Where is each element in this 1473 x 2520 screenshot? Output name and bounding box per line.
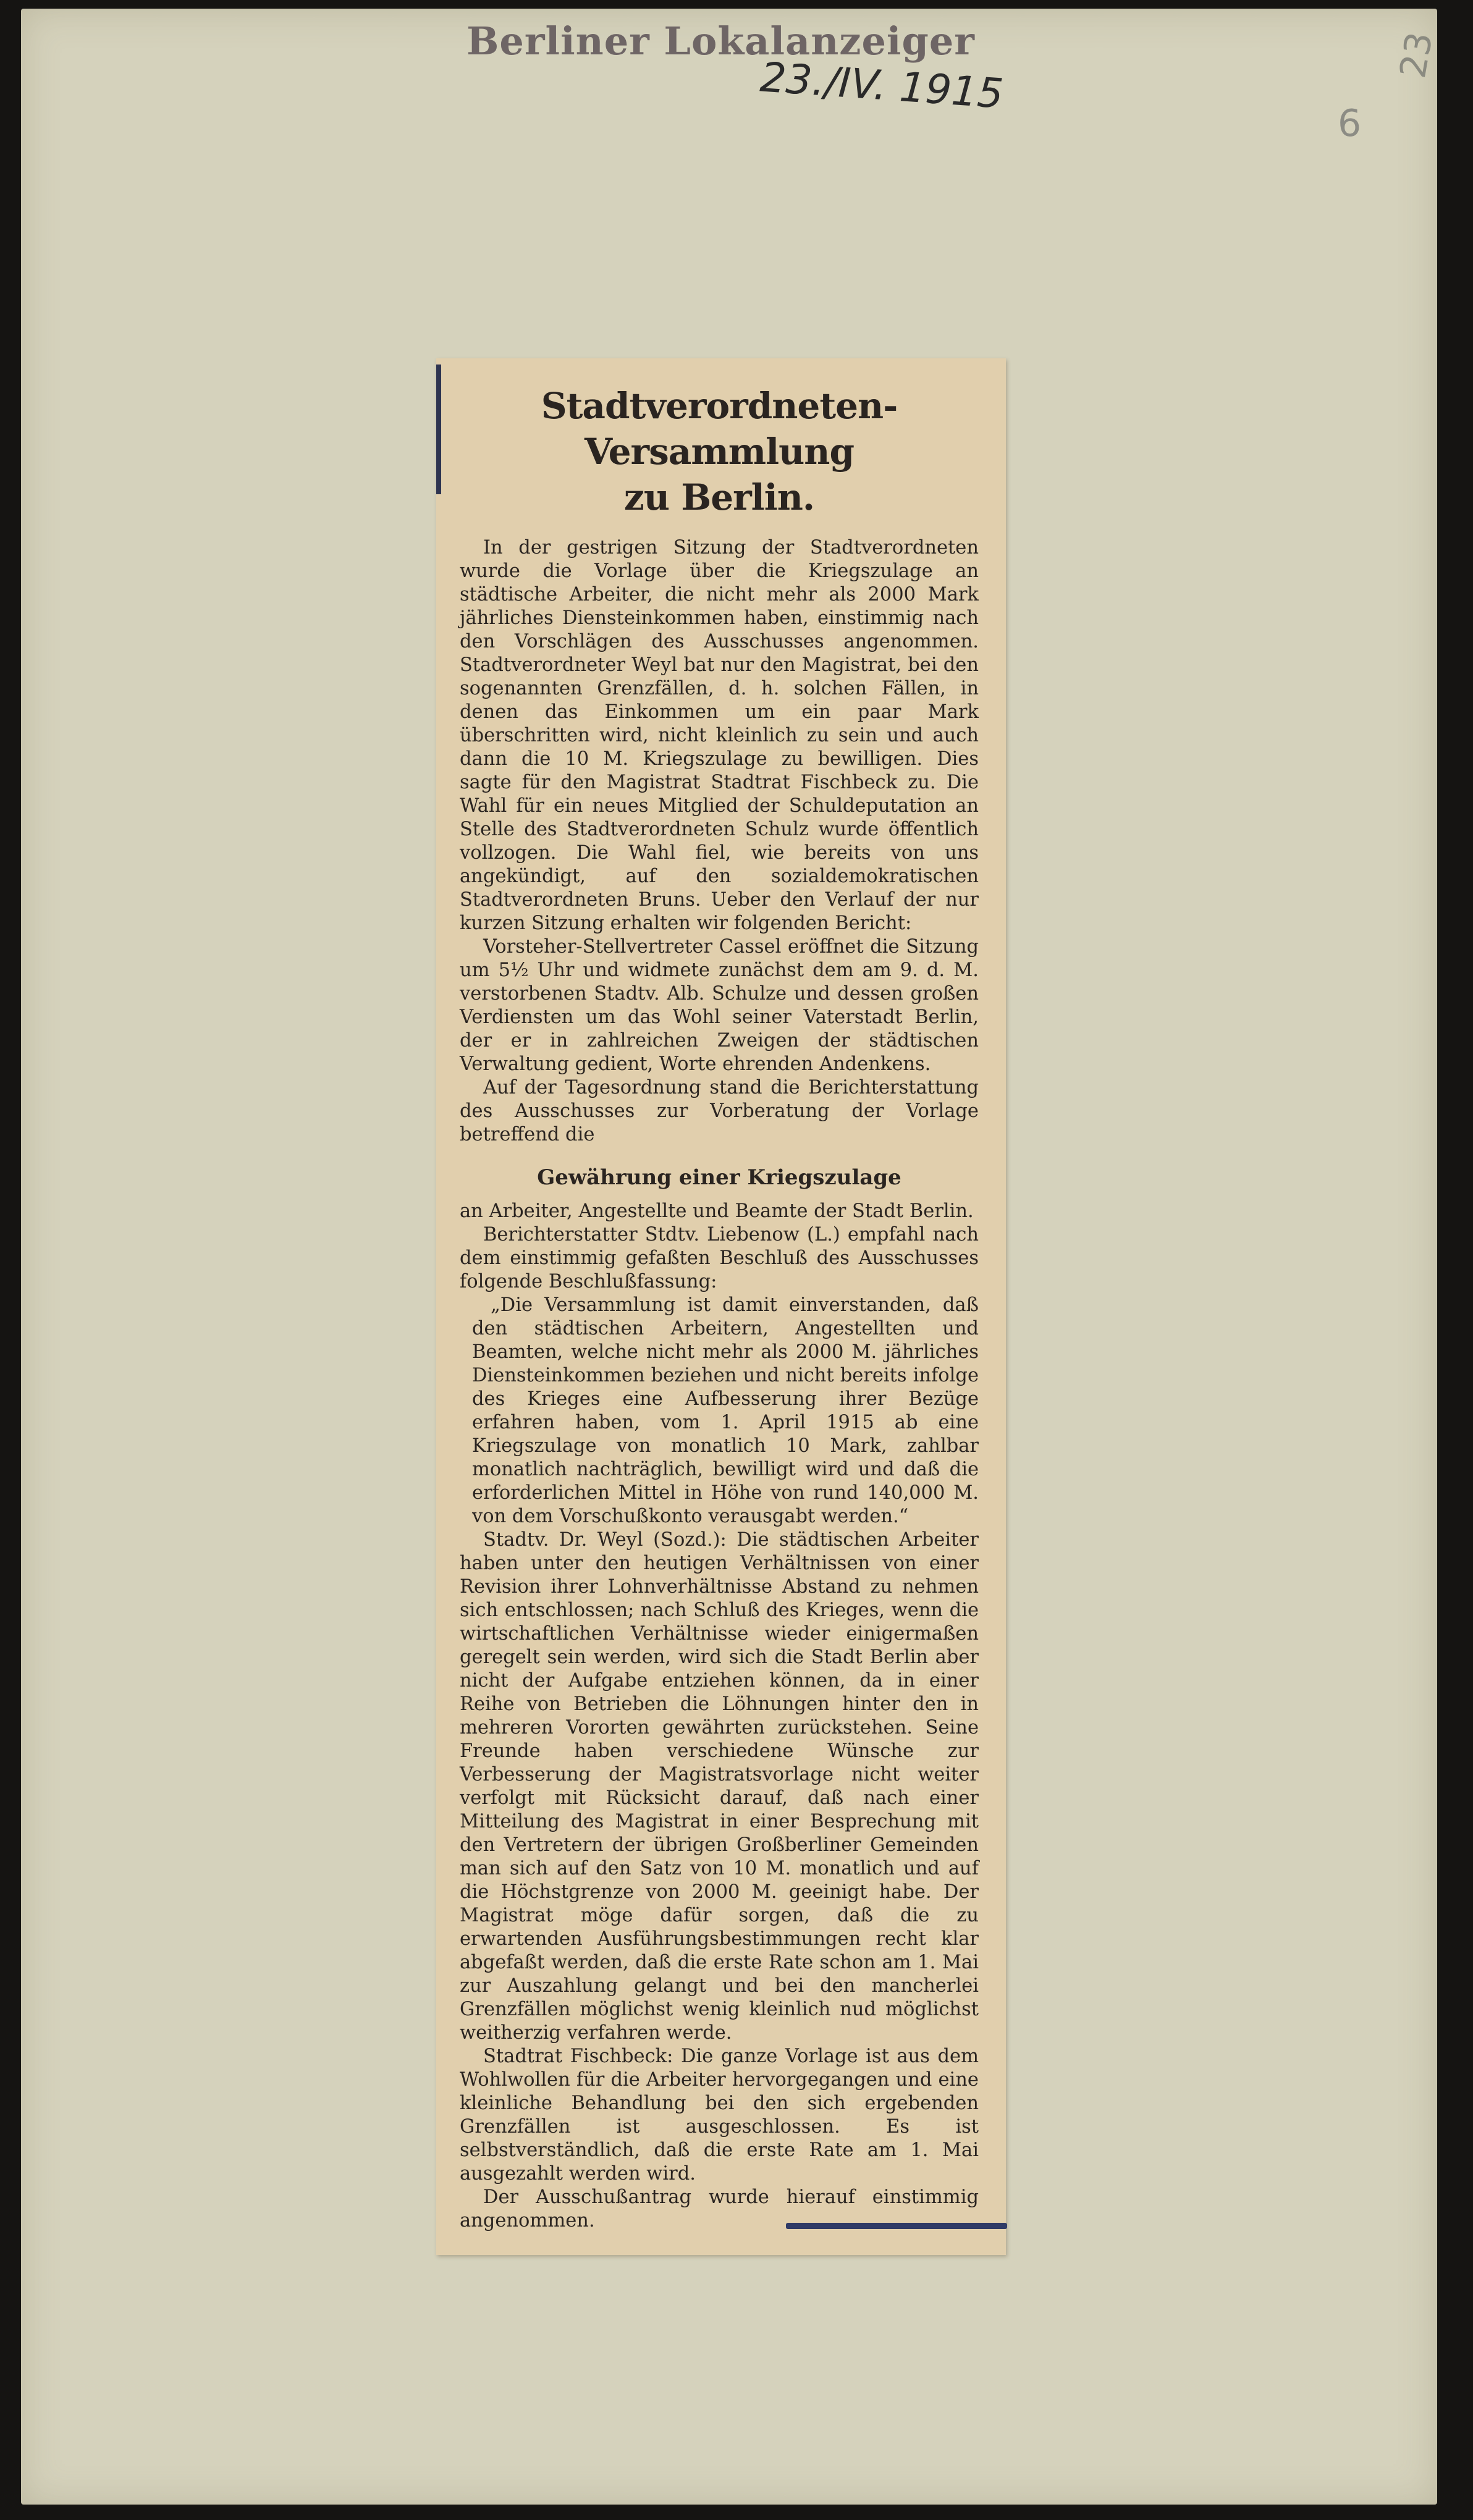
headline	[460, 383, 979, 520]
ink-edge-mark	[436, 365, 441, 494]
paragraph-fischbeck: Stadtrat Fischbeck: Die ganze Vorlage ist aus dem Wohlwollen für die Arbeiter hervorgegangen und eine kleinliche Behandlung bei den sich ergebenden Grenzfällen ist ausgeschlossen. Es ist selbstverständlich, daß die erste Rate am 1. Mai ausgezahlt werden wird.	[460, 2046, 979, 2185]
article-body	[460, 383, 979, 2233]
paragraph-weyl: Stadtv. Dr. Weyl (Sozd.): Die städtischen Arbeiter haben unter den heutigen Verhältnissen von einer Revision ihrer Lohnverhältnisse Abstand zu nehmen sich entschlossen; nach Schluß des Krieges, wenn die wirtschaftlichen Verhältnisse wieder einigermaßen geregelt sein werden, wird sich die Stadt Berlin aber nicht der Aufgabe entziehen können, da in einer Reihe von Betrieben die Löhnungen hinter den in mehreren Vororten gewährten zurückstehen. Seine Freunde haben verschiedene Wünsche zur Verbesserung der Magistratsvorlage nicht weiter verfolgt mit Rücksicht darauf, daß nach einer Mitteilung des Magistrat in einer Besprechung mit den Vertretern der übrigen Großberliner Gemeinden man sich auf den Satz von 10 M. monatlich und auf die Höchstgrenze von 2000 M. geeinigt habe. Der Magistrat möge dafür sorgen, daß die zu erwartenden Ausführungsbestimmungen recht klar abgefaßt werden, daß die erste Rate schon am 1. Mai zur Auszahlung gelangt und bei den mancherlei Grenzfällen möglichst wenig kleinlich nud möglichst weitherzig verfahren werde.	[460, 1529, 979, 2044]
handwritten-date: 23./IV. 1915	[758, 53, 1005, 118]
newspaper-stamp: Berliner Lokalanzeiger	[466, 19, 975, 64]
ink-underline-mark	[786, 2223, 1007, 2229]
subheading: Gewährung einer Kriegszulage	[537, 1165, 901, 1190]
headline-line-1: Stadtverordneten-Versammlung	[541, 385, 898, 473]
pencil-number-top: 23	[1391, 28, 1441, 82]
newspaper-clipping	[436, 358, 1006, 2255]
paragraph-subheading-continuation: an Arbeiter, Angestellte und Beamte der Stadt Berlin.	[460, 1200, 974, 1222]
paragraph-agenda: Auf der Tagesordnung stand die Berichterstattung des Ausschusses zur Vorberatung der Vorlage betreffend die	[460, 1077, 979, 1145]
paragraph-closing: Der Ausschußantrag wurde hierauf einstimmig angenommen.	[460, 2186, 979, 2231]
pencil-number-page: 6	[1338, 102, 1362, 145]
paragraph-opening: Vorsteher-Stellvertreter Cassel eröffnet die Sitzung um 5½ Uhr und widmete zunächst dem am 9. d. M. verstorbenen Stadtv. Alb. Schulze und dessen großen Verdiensten um das Wohl seiner Vaterstadt Berlin, der er in zahlreichen Zweigen der städtischen Verwaltung gedient, Worte ehrenden Andenkens.	[460, 936, 979, 1075]
paragraph-intro: In der gestrigen Sitzung der Stadtverordneten wurde die Vorlage über die Kriegszulage an städtische Arbeiter, die nicht mehr als 2000 Mark jährliches Diensteinkommen haben, einstimmig nach den Vorschlägen des Ausschusses angenommen. Stadtverordneter Weyl bat nur den Magistrat, bei den sogenannten Grenzfällen, d. h. solchen Fällen, in denen das Einkommen um ein paar Mark überschritten wird, nicht kleinlich zu sein und auch dann die 10 M. Kriegszulage zu bewilligen. Dies sagte für den Magistrat Stadtrat Fischbeck zu. Die Wahl für ein neues Mitglied der Schuldeputation an Stelle des Stadtverordneten Schulz wurde öffentlich vollzogen. Die Wahl fiel, wie bereits von uns angekündigt, auf den sozialdemokratischen Stadtverordneten Bruns. Ueber den Verlauf der nur kurzen Sitzung erhalten wir folgenden Bericht:	[460, 537, 979, 934]
headline-line-2: zu Berlin.	[623, 476, 815, 518]
resolution-quote: „Die Versammlung ist damit einverstanden, daß den städtischen Arbeitern, Angestellten und Beamten, welche nicht mehr als 2000 M. jährliches Diensteinkommen beziehen und nicht bereits infolge des Krieges eine Aufbesserung ihrer Bezüge erfahren haben, vom 1. April 1915 ab eine Kriegszulage von monatlich 10 Mark, zahlbar monatlich nachträglich, bewilligt wird und daß die erforderlichen Mittel in Höhe von rund 140,000 M. von dem Vorschußkonto verausgabt werden.“	[472, 1294, 979, 1527]
paragraph-rapporteur: Berichterstatter Stdtv. Liebenow (L.) empfahl nach dem einstimmig gefaßten Beschluß des Ausschusses folgende Beschlußfassung:	[460, 1224, 979, 1292]
